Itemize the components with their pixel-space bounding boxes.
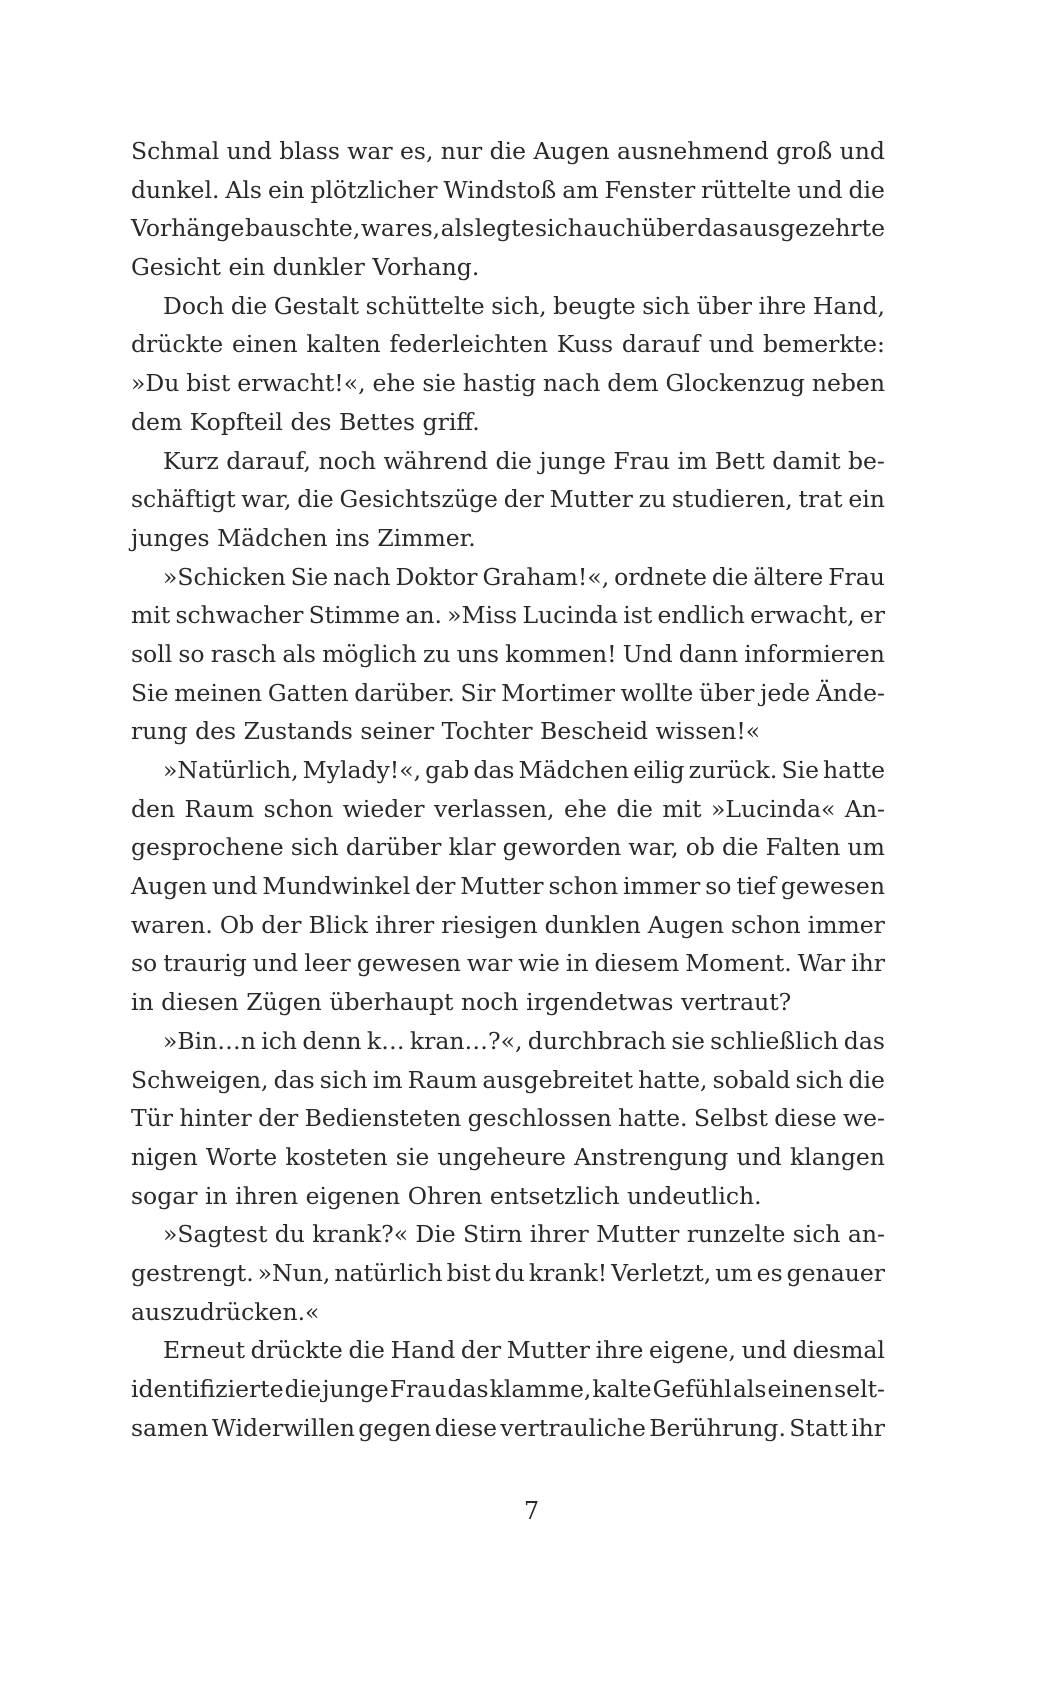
text-line: mit schwacher Stimme an. »Miss Lucinda ist endlich erwacht, er <box>131 601 885 630</box>
text-line: dunkel. Als ein plötzlicher Windstoß am Fenster rüttelte und die <box>131 175 885 204</box>
text-line: Kurz darauf, noch während die junge Frau im Bett damit be- <box>163 446 885 475</box>
text-line: samen Widerwillen gegen diese vertrauliche Berührung. Statt ihr <box>131 1413 885 1442</box>
text-line: sogar in ihren eigenen Ohren entsetzlich undeutlich. <box>131 1181 762 1210</box>
text-line: den Raum schon wieder verlassen, ehe die mit »Lucinda« An- <box>131 794 885 823</box>
text-line: soll so rasch als möglich zu uns kommen! Und dann informieren <box>131 639 885 668</box>
text-line: in diesen Zügen überhaupt noch irgendetwas vertraut? <box>131 988 792 1017</box>
text-line: Tür hinter der Bediensteten geschlossen hatte. Selbst diese we- <box>131 1104 885 1133</box>
text-line: dem Kopfteil des Bettes griff. <box>131 407 480 436</box>
text-line: »Schicken Sie nach Doktor Graham!«, ordnete die ältere Frau <box>163 562 885 591</box>
text-line: junges Mädchen ins Zimmer. <box>131 523 476 552</box>
text-line: »Natürlich, Mylady!«, gab das Mädchen eilig zurück. Sie hatte <box>163 756 885 784</box>
text-line: Gesicht ein dunkler Vorhang. <box>131 253 480 282</box>
text-line: Erneut drückte die Hand der Mutter ihre eigene, und diesmal <box>163 1336 885 1365</box>
text-line: nigen Worte kosteten sie ungeheure Anstrengung und klangen <box>131 1142 885 1171</box>
text-line: Schweigen, das sich im Raum ausgebreitet hatte, sobald sich die <box>131 1065 885 1094</box>
body-text <box>131 132 885 1447</box>
text-line: gestrengt. »Nun, natürlich bist du krank! Verletzt, um es genauer <box>131 1258 885 1287</box>
text-line: Augen und Mundwinkel der Mutter schon immer so tief gewesen <box>131 872 885 901</box>
text-line: schäftigt war, die Gesichtszüge der Mutter zu studieren, trat ein <box>131 485 885 514</box>
text-line: drückte einen kalten federleichten Kuss darauf und bemerkte: <box>131 330 885 359</box>
text-line: Vorhänge bauschte, war es, als legte sich auch über das ausgezehrte <box>131 214 885 243</box>
text-line: Doch die Gestalt schüttelte sich, beugte sich über ihre Hand, <box>163 291 885 320</box>
text-line: rung des Zustands seiner Tochter Bescheid wissen!« <box>131 717 761 746</box>
text-line: »Sagtest du krank?« Die Stirn ihrer Mutter runzelte sich an- <box>163 1220 885 1249</box>
text-line: waren. Ob der Blick ihrer riesigen dunklen Augen schon immer <box>131 910 885 939</box>
page-number: 7 <box>523 1497 540 1525</box>
text-line: so traurig und leer gewesen war wie in diesem Moment. War ihr <box>131 949 885 978</box>
text-line: »Du bist erwacht!«, ehe sie hastig nach dem Glockenzug neben <box>131 369 885 398</box>
text-line: gesprochene sich darüber klar geworden war, ob die Falten um <box>131 833 885 862</box>
text-line: Sie meinen Gatten darüber. Sir Mortimer wollte über jede Ände- <box>131 678 885 707</box>
text-line: auszudrücken.« <box>131 1297 320 1326</box>
text-line: identifizierte die junge Frau das klamme, kalte Gefühl als einen selt- <box>131 1375 885 1403</box>
text-line: »Bin…n ich denn k… kran…?«, durchbrach sie schließlich das <box>163 1026 885 1055</box>
text-line: Schmal und blass war es, nur die Augen ausnehmend groß und <box>131 137 885 165</box>
